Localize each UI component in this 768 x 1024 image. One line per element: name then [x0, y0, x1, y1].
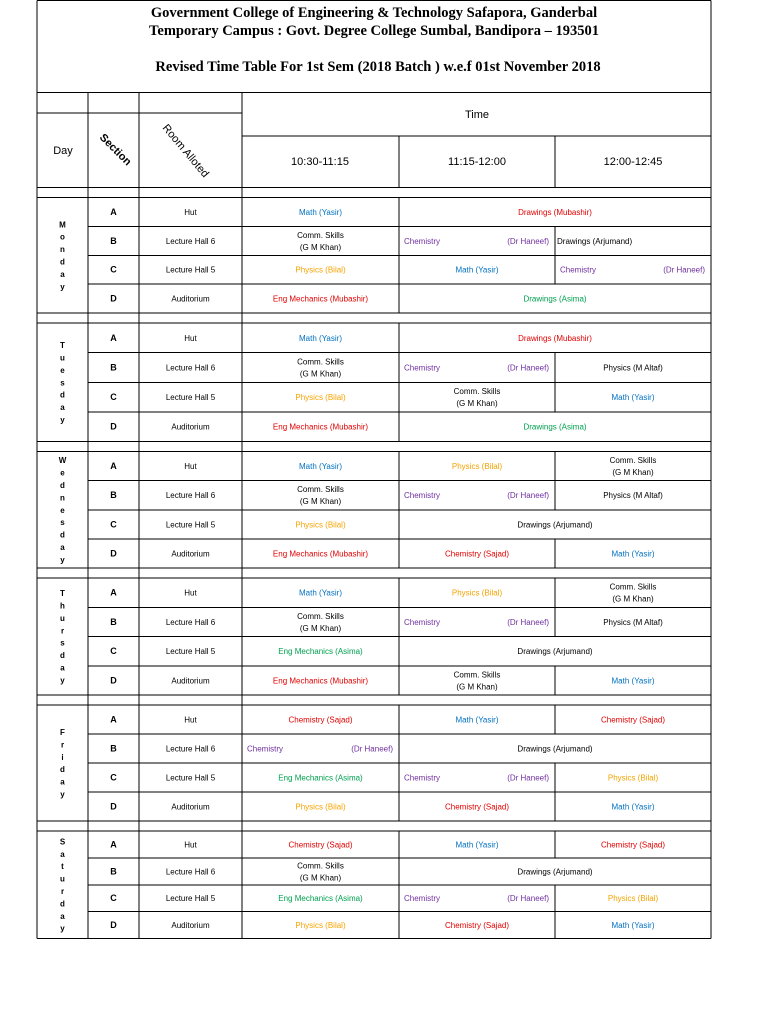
subject-label: Chemistry	[404, 236, 441, 246]
day-column-header: Day	[53, 145, 73, 157]
class-entry: Math (Yasir)	[611, 921, 655, 931]
day-name-letter: u	[60, 613, 65, 623]
room-label: Auditorium	[171, 921, 210, 931]
section-label: A	[110, 206, 117, 217]
class-entry-teacher: (G M Khan)	[612, 468, 654, 478]
day-name-letter: s	[60, 378, 65, 388]
room-label: Auditorium	[171, 294, 210, 304]
class-entry: Physics (Bilal)	[451, 588, 503, 598]
room-label: Lecture Hall 6	[165, 491, 216, 501]
class-entry: Eng Mechanics (Mubashir)	[272, 676, 369, 686]
class-entry: Physics (Bilal)	[295, 265, 346, 275]
section-label: A	[110, 461, 117, 472]
section-label: D	[110, 421, 117, 432]
class-entry: Eng Mechanics (Asima)	[278, 773, 363, 783]
day-name-letter: r	[60, 740, 65, 750]
section-label: A	[110, 839, 117, 850]
room-label: Lecture Hall 6	[165, 867, 216, 877]
class-entry: Drawings (Mubashir)	[518, 207, 592, 217]
class-entry: Chemistry (Sajad)	[600, 715, 666, 725]
room-label: Hut	[184, 840, 197, 850]
day-name-letter: d	[60, 480, 65, 490]
room-label: Hut	[184, 715, 197, 725]
day-name-letter: d	[60, 651, 65, 661]
day-name-letter: e	[60, 505, 65, 515]
class-entry: Eng Mechanics (Mubashir)	[272, 549, 369, 559]
time-slot-header-3: 12:00-12:45	[603, 156, 663, 168]
class-entry: Drawings (Asima)	[523, 422, 587, 432]
day-name-letter: y	[60, 282, 65, 292]
class-entry: Eng Mechanics (Asima)	[278, 647, 363, 657]
day-name-letter: y	[60, 675, 65, 685]
class-entry: Physics (M Altaf)	[603, 617, 663, 627]
class-entry: Chemistry (Sajad)	[288, 840, 353, 850]
class-entry: Chemistry (Sajad)	[444, 802, 510, 812]
class-entry: Math (Yasir)	[299, 207, 342, 217]
section-label: A	[110, 587, 117, 598]
day-name-letter: a	[60, 269, 65, 279]
day-name-letter: y	[60, 415, 65, 425]
class-entry: Comm. Skills	[453, 387, 501, 397]
class-entry: Drawings (Arjumand)	[517, 744, 593, 754]
day-name-letter: u	[60, 353, 65, 363]
day-name-letter: n	[60, 245, 65, 255]
class-entry-teacher: (G M Khan)	[456, 682, 498, 692]
room-label: Lecture Hall 5	[165, 393, 216, 403]
class-entry: Physics (M Altaf)	[603, 363, 663, 373]
day-name-letter: F	[60, 728, 65, 737]
teacher-label: (Dr Haneef)	[507, 773, 549, 783]
section-column-header: Section	[96, 131, 134, 169]
room-label: Auditorium	[171, 549, 210, 559]
class-entry: Physics (Bilal)	[451, 462, 503, 472]
time-slot-header-2: 11:15-12:00	[448, 156, 506, 168]
day-name-letter: r	[60, 626, 65, 636]
section-label: D	[110, 920, 117, 931]
section-label: B	[110, 866, 117, 877]
section-label: D	[110, 675, 117, 686]
class-entry: Math (Yasir)	[611, 676, 655, 686]
class-entry: Drawings (Asima)	[523, 294, 587, 304]
room-label: Auditorium	[171, 676, 210, 686]
campus-address-heading: Temporary Campus : Govt. Degree College Sumbal, Bandipora – 193501	[149, 23, 599, 39]
day-name-letter: T	[60, 589, 65, 599]
class-entry: Math (Yasir)	[299, 462, 342, 472]
class-entry-teacher: (G M Khan)	[299, 873, 342, 883]
day-name-letter: y	[60, 790, 65, 799]
class-entry: Math (Yasir)	[611, 393, 655, 403]
class-entry: Physics (Bilal)	[607, 773, 659, 783]
day-name-letter: a	[60, 403, 65, 413]
subject-label: Chemistry	[404, 617, 441, 627]
class-entry-teacher: (G M Khan)	[456, 399, 498, 409]
room-label: Lecture Hall 5	[165, 773, 216, 783]
class-entry: Math (Yasir)	[455, 840, 499, 850]
class-entry-teacher: (G M Khan)	[299, 369, 342, 379]
college-name-heading: Government College of Engineering & Technology Safapora, Ganderbal	[150, 5, 598, 21]
subject-label: Chemistry	[404, 773, 441, 783]
class-entry: Physics (Bilal)	[295, 802, 346, 812]
day-name-letter: a	[60, 849, 65, 859]
class-entry: Math (Yasir)	[611, 802, 655, 812]
teacher-label: (Dr Haneef)	[663, 265, 705, 275]
day-name-letter: a	[60, 911, 65, 921]
day-name-letter: d	[60, 390, 65, 400]
day-name-letter: t	[61, 862, 64, 872]
class-entry: Drawings (Arjumand)	[517, 867, 593, 877]
room-label: Lecture Hall 6	[165, 236, 216, 246]
teacher-label: (Dr Haneef)	[351, 744, 393, 754]
room-label: Lecture Hall 6	[165, 617, 216, 627]
section-label: B	[110, 490, 117, 501]
class-entry: Drawings (Arjumand)	[517, 520, 593, 530]
section-label: C	[110, 519, 117, 530]
class-entry: Comm. Skills	[609, 582, 657, 592]
day-name-letter: S	[59, 837, 66, 847]
teacher-label: (Dr Haneef)	[507, 617, 549, 627]
class-entry: Drawings (Arjumand)	[557, 236, 633, 246]
room-label: Lecture Hall 5	[165, 894, 216, 904]
section-label: C	[110, 392, 117, 403]
class-entry: Comm. Skills	[453, 670, 501, 680]
class-entry-teacher: (G M Khan)	[299, 497, 342, 507]
day-name-letter: M	[59, 220, 66, 230]
class-entry: Drawings (Arjumand)	[517, 647, 593, 657]
class-entry: Physics (Bilal)	[295, 921, 346, 931]
class-entry: Comm. Skills	[297, 485, 344, 495]
section-label: C	[110, 264, 117, 275]
day-name-letter: y	[60, 924, 65, 934]
day-name-letter: T	[60, 341, 65, 351]
section-label: D	[110, 801, 117, 812]
class-entry: Drawings (Mubashir)	[518, 333, 592, 343]
class-entry-teacher: (G M Khan)	[299, 242, 342, 252]
class-entry: Physics (Bilal)	[295, 520, 346, 530]
room-label: Auditorium	[171, 422, 210, 432]
class-entry: Chemistry (Sajad)	[444, 549, 510, 559]
class-entry: Physics (Bilal)	[607, 894, 659, 904]
room-label: Lecture Hall 6	[165, 363, 216, 373]
section-label: B	[110, 743, 117, 754]
timetable-title: Revised Time Table For 1st Sem (2018 Batch ) w.e.f 01st November 2018	[155, 59, 601, 75]
room-label: Hut	[184, 333, 197, 343]
class-entry: Comm. Skills	[297, 357, 344, 367]
teacher-label: (Dr Haneef)	[507, 491, 549, 501]
day-name-letter: e	[60, 468, 65, 478]
day-name-letter: W	[58, 456, 67, 466]
day-name-letter: n	[60, 493, 65, 503]
section-label: D	[110, 293, 117, 304]
room-label: Hut	[184, 207, 197, 217]
class-entry-teacher: (G M Khan)	[299, 623, 342, 633]
day-name-letter: a	[60, 542, 65, 552]
room-label: Lecture Hall 5	[165, 265, 216, 275]
section-label: C	[110, 893, 117, 904]
room-label: Lecture Hall 5	[165, 520, 216, 530]
subject-label: Chemistry	[247, 744, 284, 754]
day-name-letter: o	[60, 232, 65, 242]
class-entry: Math (Yasir)	[299, 588, 342, 598]
room-label: Hut	[184, 588, 197, 598]
day-name-letter: d	[60, 257, 65, 267]
class-entry: Chemistry (Sajad)	[288, 715, 353, 725]
class-entry: Math (Yasir)	[455, 715, 499, 725]
subject-label: Chemistry	[560, 265, 597, 275]
day-name-letter: d	[60, 530, 65, 540]
day-name-letter: s	[60, 638, 65, 648]
room-label: Lecture Hall 6	[165, 744, 216, 754]
day-name-letter: h	[60, 601, 65, 611]
class-entry: Comm. Skills	[297, 230, 344, 240]
day-name-letter: i	[61, 752, 64, 762]
subject-label: Chemistry	[404, 491, 441, 501]
class-entry: Chemistry (Sajad)	[600, 840, 666, 850]
class-entry: Eng Mechanics (Mubashir)	[272, 294, 369, 304]
teacher-label: (Dr Haneef)	[507, 894, 549, 904]
room-label: Auditorium	[171, 802, 210, 812]
day-name-letter: u	[60, 874, 65, 884]
section-label: C	[110, 772, 117, 783]
section-label: B	[110, 235, 117, 246]
class-entry: Physics (Bilal)	[295, 393, 346, 403]
class-entry: Physics (M Altaf)	[603, 491, 663, 501]
subject-label: Chemistry	[404, 363, 441, 373]
day-name-letter: d	[60, 899, 65, 909]
section-label: B	[110, 362, 117, 373]
section-label: B	[110, 616, 117, 627]
section-label: A	[110, 714, 117, 725]
class-entry: Math (Yasir)	[611, 549, 655, 559]
section-label: A	[110, 332, 117, 343]
time-header: Time	[464, 109, 490, 121]
day-name-letter: r	[60, 886, 65, 896]
class-entry: Comm. Skills	[297, 861, 344, 871]
room-label: Lecture Hall 5	[165, 647, 216, 657]
day-name-letter: s	[60, 518, 65, 528]
day-name-letter: d	[60, 765, 65, 775]
day-name-letter: e	[60, 365, 65, 375]
day-name-letter: y	[60, 555, 65, 565]
time-slot-header-1: 10:30-11:15	[291, 156, 349, 168]
class-entry: Math (Yasir)	[455, 265, 499, 275]
class-entry: Math (Yasir)	[299, 333, 342, 343]
teacher-label: (Dr Haneef)	[507, 363, 549, 373]
class-entry: Comm. Skills	[609, 456, 657, 466]
class-entry: Comm. Skills	[297, 611, 344, 621]
section-label: D	[110, 548, 117, 559]
class-entry-teacher: (G M Khan)	[612, 594, 654, 604]
room-label: Hut	[184, 462, 197, 472]
class-entry: Eng Mechanics (Asima)	[278, 894, 363, 904]
class-entry: Chemistry (Sajad)	[444, 921, 510, 931]
subject-label: Chemistry	[404, 894, 441, 904]
section-label: C	[110, 646, 117, 657]
teacher-label: (Dr Haneef)	[507, 236, 549, 246]
day-name-letter: a	[60, 777, 65, 787]
class-entry: Eng Mechanics (Mubashir)	[272, 422, 369, 432]
room-column-header: Room Alloted	[159, 122, 211, 181]
day-name-letter: a	[60, 663, 65, 673]
